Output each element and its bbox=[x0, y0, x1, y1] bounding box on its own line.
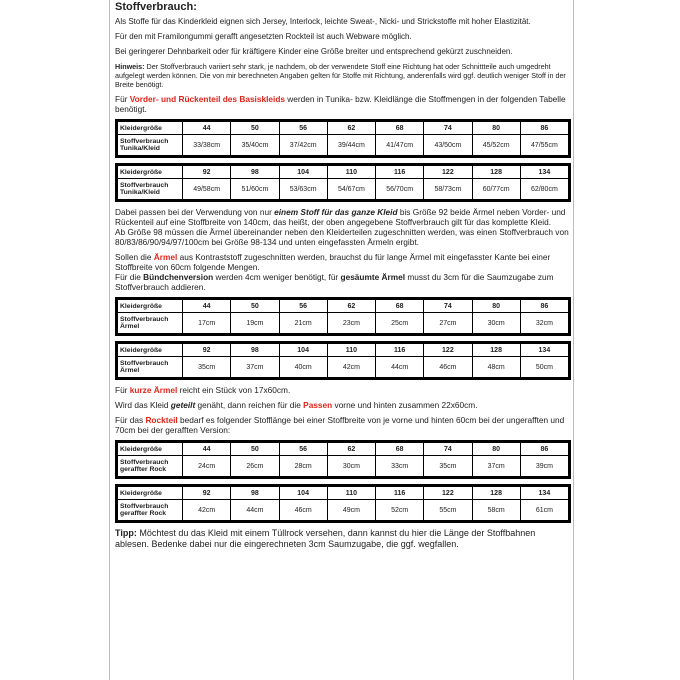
size-cell: 92 bbox=[183, 487, 231, 500]
value-cell: 25cm bbox=[376, 313, 424, 334]
row-label-cell: Stoffverbrauch Ärmel bbox=[118, 313, 183, 334]
highlight-skirt: Rockteil bbox=[145, 415, 178, 425]
size-cell: 68 bbox=[376, 122, 424, 135]
text: aus Kontraststoff zugeschnitten werden, brauchst du für lange Ärmel mit eingefasster Kante bei einer Stoffbreite von 60cm folgende Mengen. bbox=[115, 252, 551, 272]
value-cell: 33cm bbox=[376, 456, 424, 477]
value-cell: 27cm bbox=[424, 313, 472, 334]
table-row bbox=[118, 456, 569, 477]
paragraph-yokes bbox=[115, 400, 569, 410]
paragraph-short-sleeves bbox=[115, 385, 569, 395]
size-cell: 92 bbox=[183, 344, 231, 357]
value-cell: 50cm bbox=[520, 357, 568, 378]
table-header-row bbox=[118, 122, 569, 135]
value-cell: 37cm bbox=[231, 357, 279, 378]
value-cell: 39/44cm bbox=[327, 135, 375, 156]
table-header-row bbox=[118, 300, 569, 313]
table-header-row bbox=[118, 344, 569, 357]
paragraph-sleeves bbox=[115, 252, 569, 292]
size-cell: 86 bbox=[520, 300, 568, 313]
table-row bbox=[118, 357, 569, 378]
size-cell: 128 bbox=[472, 487, 520, 500]
value-cell: 35cm bbox=[183, 357, 231, 378]
size-cell: 110 bbox=[327, 344, 375, 357]
value-cell: 44cm bbox=[376, 357, 424, 378]
value-cell: 35/40cm bbox=[231, 135, 279, 156]
value-cell: 43/50cm bbox=[424, 135, 472, 156]
value-cell: 45/52cm bbox=[472, 135, 520, 156]
tip-text: Möchtest du das Kleid mit einem Tüllrock versehen, dann kannst du hier die Länge der Stoffbahnen ablesen. Bedenke dabei nur die eingerechneten 3cm Saumzugabe, die ggf. wegfallen. bbox=[115, 528, 536, 549]
size-cell: 44 bbox=[183, 300, 231, 313]
size-table bbox=[117, 442, 569, 477]
table-row bbox=[118, 179, 569, 200]
size-table bbox=[117, 121, 569, 156]
text: Für bbox=[115, 385, 130, 395]
paragraph-skirt bbox=[115, 415, 569, 435]
text: Dabei passen bei der Verwendung von nur bbox=[115, 207, 275, 217]
row-label-cell: Stoffverbrauch geraffter Rock bbox=[118, 500, 183, 521]
value-cell: 55cm bbox=[424, 500, 472, 521]
value-cell: 52cm bbox=[376, 500, 424, 521]
value-cell: 61cm bbox=[520, 500, 568, 521]
hint-text: Der Stoffverbrauch variiert sehr stark, je nachdem, ob der verwendete Stoff eine Richtung hat oder Schnittteile auch umgedreht aufgelegt werden können. Die von mir berechneten Angaben gelten für Stoffe mit Richtung, anderenfalls wird ggf. deutlich weniger Stoff in der Breite benötigt. bbox=[115, 62, 566, 89]
size-cell: 44 bbox=[183, 443, 231, 456]
table-sleeves-small bbox=[115, 297, 571, 336]
row-label-cell: Stoffverbrauch Ärmel bbox=[118, 357, 183, 378]
text: Für bbox=[115, 94, 130, 104]
value-cell: 49cm bbox=[327, 500, 375, 521]
size-cell: 80 bbox=[472, 443, 520, 456]
value-cell: 21cm bbox=[279, 313, 327, 334]
value-cell: 28cm bbox=[279, 456, 327, 477]
paragraph-one-fabric bbox=[115, 207, 569, 247]
table-sleeves-large bbox=[115, 341, 571, 380]
value-cell: 39cm bbox=[520, 456, 568, 477]
size-cell: 74 bbox=[424, 443, 472, 456]
paragraph-stretch: Bei geringerer Dehnbarkeit oder für kräftigere Kinder eine Größe breiter und entsprechend gekürzt zuschneiden. bbox=[115, 47, 513, 56]
paragraph-fabrics: Als Stoffe für das Kinderkleid eignen sich Jersey, Interlock, leichte Sweat-, Nicki- und Strickstoffe mit hoher Elastizität. bbox=[115, 17, 531, 26]
page-title: Stoffverbrauch: bbox=[115, 1, 197, 13]
size-cell: 68 bbox=[376, 443, 424, 456]
size-cell: 110 bbox=[327, 487, 375, 500]
row-label-cell: Stoffverbrauch Tunika/Kleid bbox=[118, 135, 183, 156]
paragraph-webware: Für den mit Framilongummi gerafft angesetzten Rockteil ist auch Webware möglich. bbox=[115, 32, 412, 41]
value-cell: 51/60cm bbox=[231, 179, 279, 200]
value-cell: 32cm bbox=[520, 313, 568, 334]
size-cell: 68 bbox=[376, 300, 424, 313]
emphasis-one-fabric: einem Stoff für das ganze Kleid bbox=[274, 207, 398, 217]
header-label-cell: Kleidergröße bbox=[118, 166, 183, 179]
size-cell: 104 bbox=[279, 166, 327, 179]
size-cell: 80 bbox=[472, 122, 520, 135]
size-cell: 98 bbox=[231, 166, 279, 179]
value-cell: 42cm bbox=[183, 500, 231, 521]
size-cell: 56 bbox=[279, 122, 327, 135]
size-cell: 122 bbox=[424, 166, 472, 179]
size-cell: 122 bbox=[424, 344, 472, 357]
size-cell: 62 bbox=[327, 300, 375, 313]
highlight-short-sleeves: kurze Ärmel bbox=[129, 385, 178, 395]
value-cell: 62/80cm bbox=[520, 179, 568, 200]
value-cell: 17cm bbox=[183, 313, 231, 334]
text: Wird das Kleid bbox=[115, 400, 171, 410]
value-cell: 30cm bbox=[327, 456, 375, 477]
size-table bbox=[117, 299, 569, 334]
table-body-small bbox=[115, 119, 571, 158]
size-cell: 74 bbox=[424, 300, 472, 313]
highlight-body-pieces: Vorder- und Rückenteil des Basiskleids bbox=[129, 94, 285, 104]
value-cell: 23cm bbox=[327, 313, 375, 334]
size-cell: 104 bbox=[279, 487, 327, 500]
size-cell: 128 bbox=[472, 166, 520, 179]
value-cell: 54/67cm bbox=[327, 179, 375, 200]
value-cell: 60/77cm bbox=[472, 179, 520, 200]
value-cell: 47/55cm bbox=[520, 135, 568, 156]
value-cell: 33/38cm bbox=[183, 135, 231, 156]
value-cell: 56/70cm bbox=[376, 179, 424, 200]
text: Für das bbox=[115, 415, 146, 425]
value-cell: 42cm bbox=[327, 357, 375, 378]
value-cell: 26cm bbox=[231, 456, 279, 477]
size-cell: 134 bbox=[520, 487, 568, 500]
size-cell: 122 bbox=[424, 487, 472, 500]
value-cell: 24cm bbox=[183, 456, 231, 477]
value-cell: 44cm bbox=[231, 500, 279, 521]
size-cell: 134 bbox=[520, 344, 568, 357]
hint-label: Hinweis: bbox=[115, 62, 145, 71]
size-cell: 116 bbox=[376, 487, 424, 500]
text: Sollen die bbox=[115, 252, 154, 262]
size-table bbox=[117, 343, 569, 378]
emphasis-split: geteilt bbox=[170, 400, 196, 410]
text: Für die bbox=[115, 272, 144, 282]
value-cell: 53/63cm bbox=[279, 179, 327, 200]
text: reicht ein Stück von 17x60cm. bbox=[177, 385, 291, 395]
highlight-yokes: Passen bbox=[303, 400, 333, 410]
value-cell: 37cm bbox=[472, 456, 520, 477]
text: vorne und hinten zusammen 22x60cm. bbox=[332, 400, 478, 410]
paragraph-tip bbox=[115, 528, 569, 550]
value-cell: 40cm bbox=[279, 357, 327, 378]
paragraph-body-pieces bbox=[115, 94, 569, 114]
size-cell: 44 bbox=[183, 122, 231, 135]
text: bis Größe 92 beide Ärmel neben Vorder- und Rückenteil auf eine Stoffbreite von 140cm, das heißt, der oben angegebene Stoffverbrauch gilt für das komplette Kleid. bbox=[115, 207, 566, 227]
table-row bbox=[118, 500, 569, 521]
size-cell: 134 bbox=[520, 166, 568, 179]
header-label-cell: Kleidergröße bbox=[118, 300, 183, 313]
row-label-cell: Stoffverbrauch geraffter Rock bbox=[118, 456, 183, 477]
row-label-cell: Stoffverbrauch Tunika/Kleid bbox=[118, 179, 183, 200]
size-cell: 110 bbox=[327, 166, 375, 179]
value-cell: 46cm bbox=[279, 500, 327, 521]
table-skirt-large bbox=[115, 484, 571, 523]
table-row bbox=[118, 313, 569, 334]
tip-label: Tipp: bbox=[115, 528, 137, 538]
size-cell: 80 bbox=[472, 300, 520, 313]
value-cell: 49/58cm bbox=[183, 179, 231, 200]
size-cell: 74 bbox=[424, 122, 472, 135]
header-label-cell: Kleidergröße bbox=[118, 122, 183, 135]
bold-hemmed-sleeves: gesäumte Ärmel bbox=[340, 272, 406, 282]
value-cell: 58cm bbox=[472, 500, 520, 521]
table-header-row bbox=[118, 487, 569, 500]
document-page bbox=[109, 0, 574, 680]
table-row bbox=[118, 135, 569, 156]
text: genäht, dann reichen für die bbox=[195, 400, 304, 410]
header-label-cell: Kleidergröße bbox=[118, 344, 183, 357]
size-cell: 50 bbox=[231, 443, 279, 456]
size-cell: 98 bbox=[231, 344, 279, 357]
size-table bbox=[117, 486, 569, 521]
text: werden 4cm weniger benötigt, für bbox=[213, 272, 341, 282]
size-cell: 86 bbox=[520, 443, 568, 456]
size-cell: 50 bbox=[231, 122, 279, 135]
value-cell: 37/42cm bbox=[279, 135, 327, 156]
value-cell: 30cm bbox=[472, 313, 520, 334]
value-cell: 46cm bbox=[424, 357, 472, 378]
text: bedarf es folgender Stofflänge bei einer Stoffbreite von je vorne und hinten 60cm bei der ungerafften und 70cm bei der gerafften Version: bbox=[115, 415, 565, 435]
size-cell: 50 bbox=[231, 300, 279, 313]
size-cell: 104 bbox=[279, 344, 327, 357]
header-label-cell: Kleidergröße bbox=[118, 443, 183, 456]
table-skirt-small bbox=[115, 440, 571, 479]
size-cell: 116 bbox=[376, 344, 424, 357]
text: musst du 3cm für die Saumzugabe zum Stoffverbrauch addieren. bbox=[115, 272, 554, 292]
value-cell: 48cm bbox=[472, 357, 520, 378]
size-cell: 56 bbox=[279, 300, 327, 313]
paragraph-hint bbox=[115, 62, 569, 89]
size-cell: 98 bbox=[231, 487, 279, 500]
table-header-row bbox=[118, 443, 569, 456]
size-cell: 128 bbox=[472, 344, 520, 357]
text: werden in Tunika- bzw. Kleidlänge die Stoffmengen in der folgenden Tabelle benötigt. bbox=[115, 94, 566, 114]
size-table bbox=[117, 165, 569, 200]
size-cell: 62 bbox=[327, 122, 375, 135]
size-cell: 56 bbox=[279, 443, 327, 456]
header-label-cell: Kleidergröße bbox=[118, 487, 183, 500]
size-cell: 62 bbox=[327, 443, 375, 456]
size-cell: 92 bbox=[183, 166, 231, 179]
value-cell: 35cm bbox=[424, 456, 472, 477]
size-cell: 116 bbox=[376, 166, 424, 179]
size-cell: 86 bbox=[520, 122, 568, 135]
text: Ab Größe 98 müssen die Ärmel übereinander neben den Kleiderteilen zugeschnitten werden, was einen Stoffverbrauch von 80/83/86/90/94/97/100cm bei Größe 98-134 und unten eingefassten Ärmeln ergibt. bbox=[115, 227, 569, 247]
highlight-sleeves: Ärmel bbox=[153, 252, 178, 262]
table-header-row bbox=[118, 166, 569, 179]
value-cell: 58/73cm bbox=[424, 179, 472, 200]
table-body-large bbox=[115, 163, 571, 202]
value-cell: 41/47cm bbox=[376, 135, 424, 156]
value-cell: 19cm bbox=[231, 313, 279, 334]
bold-cuff-version: Bündchenversion bbox=[143, 272, 214, 282]
